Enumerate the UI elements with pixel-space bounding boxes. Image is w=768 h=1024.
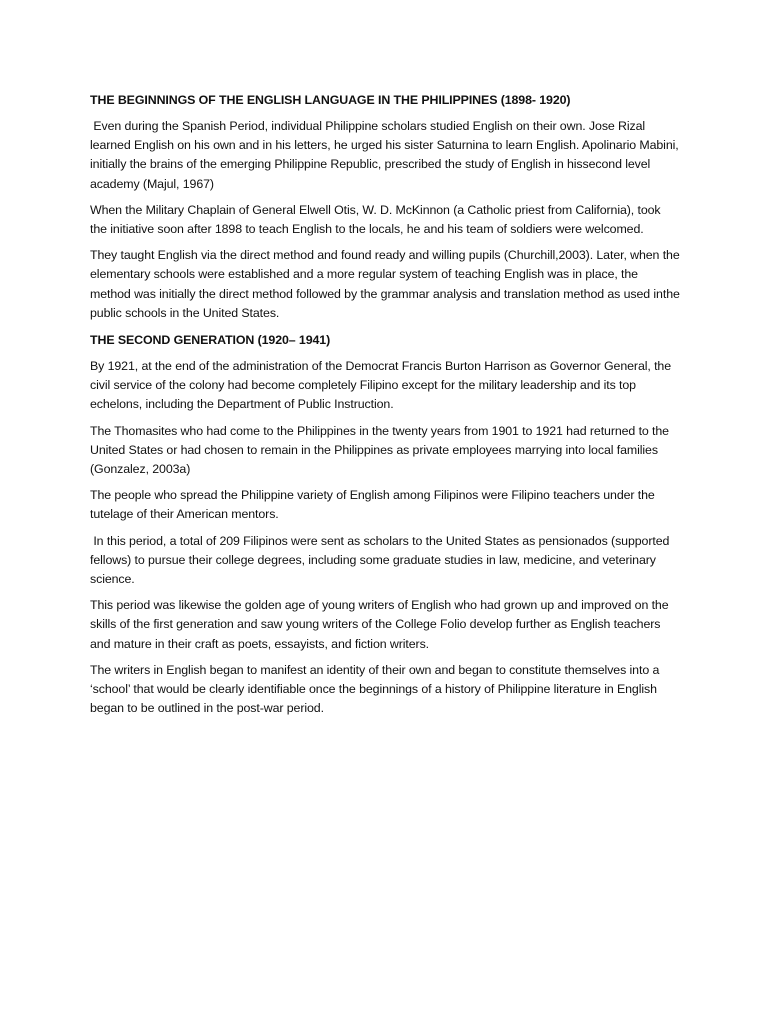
paragraph-thomasites: The Thomasites who had come to the Philippines in the twenty years from 1901 to 1921 had returned to the United States or had chosen to remain in the Philippines as private employees marrying into local families (Gonzalez, 2003a) — [90, 423, 669, 477]
paragraph-direct-method: They taught English via the direct method and found ready and willing pupils (Churchill,2003). Later, when the elementary schools were established and a more regular system of teaching English was in place, the method was initially the direct method followed by the grammar analysis and translation method as used inthe public schools in the United States. — [90, 248, 680, 320]
paragraph-golden-age: This period was likewise the golden age of young writers of English who had grown up and improved on the skills of the first generation and saw young writers of the College Folio develop further as English teachers and mature in their craft as poets, essayists, and fiction writers. — [90, 598, 669, 651]
paragraph-1921-administration: By 1921, at the end of the administration of the Democrat Francis Burton Harrison as Governor General, the civil service of the colony had become completely Filipino except for the military leadership and its top echelons, including the Department of Public Instruction. — [90, 359, 672, 412]
document-title: THE BEGINNINGS OF THE ENGLISH LANGUAGE IN THE PHILIPPINES (1898- 1920) — [90, 93, 571, 107]
paragraph-filipino-teachers: The people who spread the Philippine variety of English among Filipinos were Filipino teachers under the tutelage of their American mentors. — [90, 488, 655, 522]
document-page — [90, 90, 680, 725]
paragraph-military-chaplain: When the Military Chaplain of General Elwell Otis, W. D. McKinnon (a Catholic priest from California), took the initiative soon after 1898 to teach English to the locals, he and his team of soldiers were welcomed. — [90, 202, 661, 237]
paragraph-writers-identity: The writers in English began to manifest an identity of their own and began to constitute themselves into a ‘school’ that would be clearly identifiable once the beginnings of a history of Philippine literature in English began to be outlined in the post-war period. — [90, 662, 660, 716]
section-heading-second-generation: THE SECOND GENERATION (1920– 1941) — [90, 333, 331, 348]
paragraph-pensionados: In this period, a total of 209 Filipinos were sent as scholars to the United States as pensionados (supported fellows) to pursue their college degrees, including some graduate studies in law, medicine, and veterinary science. — [90, 533, 673, 587]
paragraph-spanish-period: Even during the Spanish Period, individual Philippine scholars studied English on their own. Jose Rizal learned English on his own and in his letters, he urged his sister Saturnina to learn English. Apolinario Mabini, initially the brains of the emerging Philippine Republic, prescribed the study of English in hissecond level academy (Majul, 1967) — [90, 119, 682, 191]
